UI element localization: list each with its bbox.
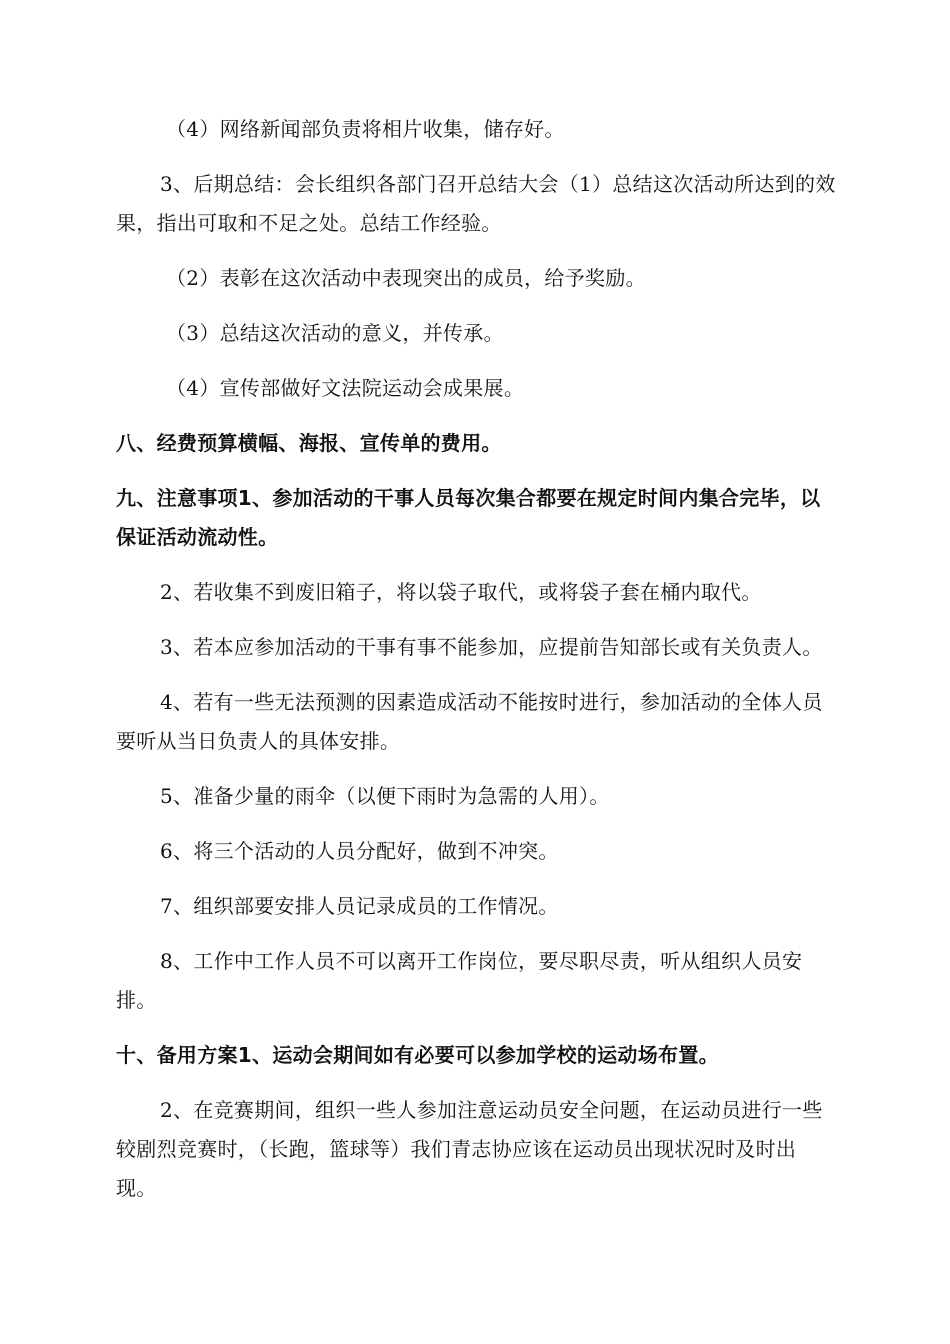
paragraph-note-8: 8、工作中工作人员不可以离开工作岗位，要尽职尽责，听从组织人员安排。	[116, 949, 803, 1012]
paragraph-results-exhibition: （4）宣传部做好文法院运动会成果展。	[166, 376, 525, 400]
paragraph-summarize-meaning: （3）总结这次活动的意义，并传承。	[166, 321, 504, 345]
paragraph-note-4: 4、若有一些无法预测的因素造成活动不能按时进行，参加活动的全体人员要听从当日负责人的具体安排。	[116, 690, 823, 753]
paragraph-post-summary: 3、后期总结：会长组织各部门召开总结大会（1）总结这次活动所达到的效果，指出可取和不足之处。总结工作经验。	[116, 172, 836, 235]
paragraph-note-2: 2、若收集不到废旧箱子，将以袋子取代，或将袋子套在桶内取代。	[160, 580, 762, 604]
section-heading-budget: 八、经费预算横幅、海报、宣传单的费用。	[116, 431, 502, 455]
paragraph-photo-collection: （4）网络新闻部负责将相片收集，储存好。	[166, 117, 565, 141]
document-body	[116, 110, 836, 1208]
paragraph-note-6: 6、将三个活动的人员分配好，做到不冲突。	[160, 839, 559, 863]
section-heading-backup-plan: 十、备用方案1、运动会期间如有必要可以参加学校的运动场布置。	[116, 1043, 719, 1067]
paragraph-note-5: 5、准备少量的雨伞（以便下雨时为急需的人用）。	[160, 784, 610, 808]
paragraph-commend-members: （2）表彰在这次活动中表现突出的成员，给予奖励。	[166, 266, 646, 290]
section-heading-notes: 九、注意事项1、参加活动的干事人员每次集合都要在规定时间内集合完毕，以保证活动流动性。	[116, 486, 821, 549]
paragraph-note-3: 3、若本应参加活动的干事有事不能参加，应提前告知部长或有关负责人。	[160, 635, 823, 659]
paragraph-backup-2: 2、在竞赛期间，组织一些人参加注意运动员安全问题，在运动员进行一些较剧烈竞赛时，（长跑，篮球等）我们青志协应该在运动员出现状况时及时出现。	[116, 1098, 823, 1200]
paragraph-note-7: 7、组织部要安排人员记录成员的工作情况。	[160, 894, 559, 918]
